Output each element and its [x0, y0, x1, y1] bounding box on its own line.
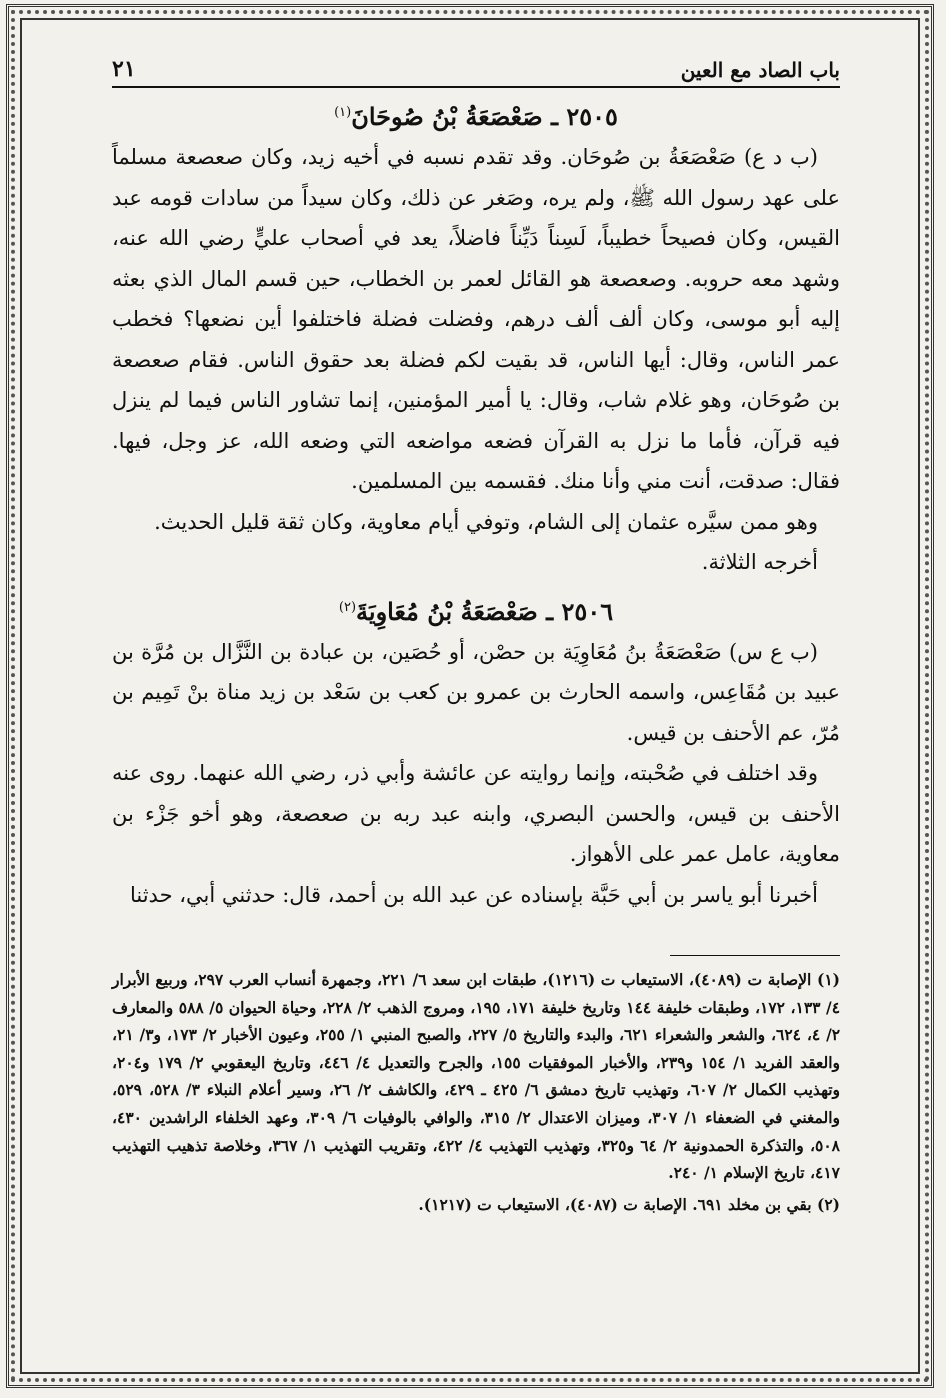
entry-2506-title: ٢٥٠٦ ـ صَعْصَعَةُ بْنُ مُعَاوِيَةَ	[356, 596, 614, 626]
entry-2506-paragraph-2: وقد اختلف في صُحْبته، وإنما روايته عن عائشة وأبي ذر، رضي الله عنهما. روى عنه الأحنف بن قيس، والحسن البصري، وابنه عبد ربه بن صعصعة، وهو أخو جَزْء بن معاوية، عامل عمر على الأهواز.	[112, 761, 841, 866]
footnote-2: (٢) بقي بن مخلد ٦٩١. الإصابة ت (٤٠٨٧)، الاستيعاب ت (١٢١٧).	[418, 1194, 840, 1214]
entry-2506-paragraph-3: أخبرنا أبو ياسر بن أبي حَبَّة بإسناده عن عبد الله بن أحمد، قال: حدثني أبي، حدثنا	[129, 882, 818, 907]
running-header	[112, 48, 840, 88]
page-number: ٢١	[112, 56, 136, 82]
footnote-1: (١) الإصابة ت (٤٠٨٩)، الاستيعاب ت (١٢١٦)، طبقات ابن سعد ٦/ ٢٢١، وجمهرة أنساب العرب ٢٩٧، وربيع الأبرار ٤/ ١٣٣، ١٧٢، وطبقات خليفة ١٤٤ وتاريخ خليفة ١٧١، ١٩٥، ومروج الذهب ٢/ ٢٢٨، وحياة الحيوان ٥/ ٥٨٨ والمعارف ٢/ ٤، ٦٢٤، والشعر والشعراء ٦٢١، والبدء والتاريخ ٥/ ٢٢٧، والصبح المنبي ١/ ٢٥٥، وعيون الأخبار ٢/ ١٧٣، و٣/ ٢١، والعقد الفريد ١/ ١٥٤ و٢٣٩، والأخبار الموفقيات ١٥٥، والجرح والتعديل ٤/ ٤٤٦، وتاريخ اليعقوبي ٢/ ١٧٩ و٢٠٤، وتهذيب الكمال ٢/ ٦٠٧، وتهذيب تاريخ دمشق ٦/ ٤٢٥ ـ ٤٢٩، والكاشف ٢/ ٢٦، وسير أعلام النبلاء ٣/ ٥٢٨، ٥٢٩، والمغني في الضعفاء ١/ ٣٠٧، وميزان الاعتدال ٢/ ٣١٥، والوافي بالوفيات ٦/ ٣٠٩، وعهد الخلفاء الراشدين ٤٣٠، ٥٠٨، والتذكرة الحمدونية ٢/ ٦٤ و٣٢٥، وتهذيب التهذيب ٤/ ٤٢٢، وتقريب التهذيب ١/ ٣٦٧، وخلاصة تذهيب التهذيب ٤١٧، تاريخ الإسلام ١/ ٢٤٠.	[112, 970, 841, 1183]
footnote-ref-2: (٢)	[338, 599, 357, 615]
entry-2505-paragraph-1: (ب د ع) صَعْصَعَةُ بن صُوحَان. وقد تقدم نسبه في أخيه زيد، وكان صعصعة مسلماً على عهد رسول الله ﷺ، ولم يره، وصَغر عن ذلك، وكان سيداً من سادات قومه عبد القيس، وكان فصيحاً خطيباً، لَسِناً دَيِّناً فاضلاً، يعد في أصحاب عليٍّ رضي الله عنه، وشهد معه حروبه. وصعصعة هو القائل لعمر بن الخطاب، حين قسم المال الذي بعثه إليه أبو موسى، وكان ألف ألف درهم، وفضلت فضلة فاختلفوا أين نضعها؟ فخطب عمر الناس، وقال: أيها الناس، قد بقيت لكم فضلة بعد حقوق الناس. فقام صعصعة بن صُوحَان، وهو غلام شاب، وقال: يا أمير المؤمنين، إنما تشاور الناس فيما لم ينزل فيه قرآن، فأما ما نزل به القرآن فضعه مواضعه التي وضعه الله، عز وجل، فيها. فقال: صدقت، أنت مني وأنا منك. فقسمه بين المسلمين.	[112, 145, 840, 493]
entry-2505-paragraph-3: أخرجه الثلاثة.	[701, 550, 818, 574]
entry-2506-heading	[112, 597, 840, 626]
entry-2505-title: ٢٥٠٥ ـ صَعْصَعَةُ بْنُ صُوحَانَ	[351, 102, 618, 131]
entry-2505-paragraph-2: وهو ممن سيَّره عثمان إلى الشام، وتوفي أيام معاوية، وكان ثقة قليل الحديث.	[154, 509, 818, 534]
footnote-ref-1: (١)	[334, 105, 352, 120]
entry-2505-heading	[112, 102, 840, 131]
entry-2506-paragraph-1: (ب ع س) صَعْصَعَةُ بنُ مُعَاوِيَة بن حصْن، أو حُصَين، بن عبادة بن النَّزَّال بن مُرَّة بن عبيد بن مُقَاعِس، واسمه الحارث بن عمرو بن كعب بن سَعْد بن زيد مناة بنْ تَمِيم بن مُرّ، عم الأحنف بن قيس.	[112, 639, 840, 745]
footnote-separator	[670, 955, 840, 956]
chapter-title: باب الصاد مع العين	[680, 58, 840, 82]
page-content	[112, 48, 840, 1218]
